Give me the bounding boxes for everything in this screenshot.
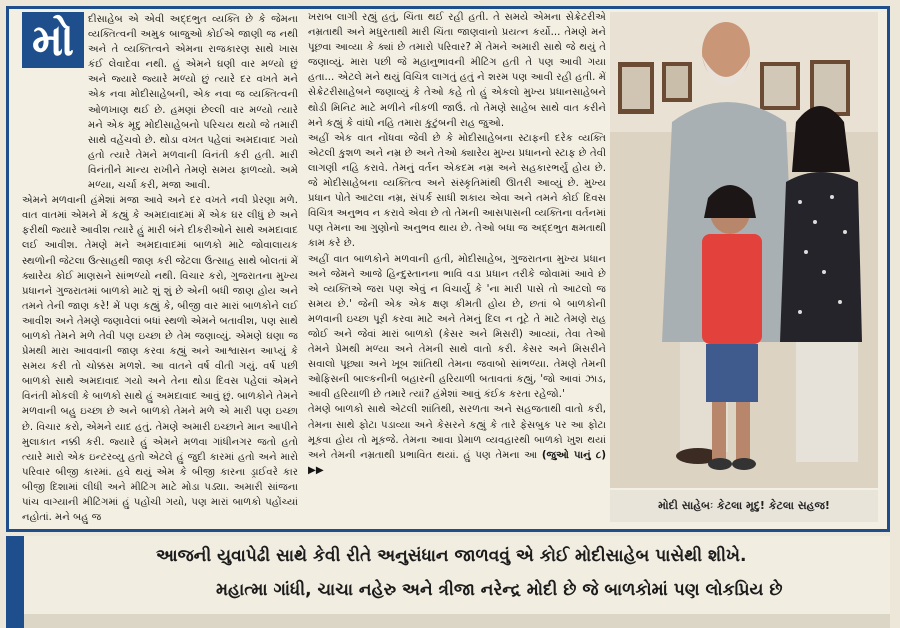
photo <box>610 12 878 488</box>
banner-shade <box>24 614 890 628</box>
paragraph: ખરાબ લાગી રહ્યું હતું, ચિંતા થઈ રહી હતી. તે સમયે એમના સેક્રેટરીએ નમ્રતાથી અને મધુરતાથી મારી ચિંતા જાણવાનો પ્રયત્ન કર્યો... તેમણે મને પૂછવા આવ્યા કે ક્યાં છે તમારો પરિવાર? મેં તેમને અમારી સાથે જે થયું તે જણાવ્યું. મારા પછી જે મહાનુભાવની મીટિંગ હતી તે પણ આવી ગયા હતા... એટલે મને થયું વિચિત્ર લાગતું હતું ને શરમ પણ આવી રહી હતી. મેં સેક્રેટરીસાહેબને જણાવ્યું કે તેઓ કહે તો હું એકલો મુખ્ય પ્રધાનસાહેબને થોડી મિનિટ માટે મળીને નીકળી જાઉં. તો તેમણે સાહેબ સાથે વાત કરીને મને કહ્યું કે વાંધો નહિ તમારા કુટુંબની રાહ જુઓ. <box>308 12 606 129</box>
drop-cap: મો <box>22 12 84 68</box>
paragraph: દીસાહેબ એ એવી અદ્દભુત વ્યક્તિ છે કે જેમના વ્યક્તિત્વની અમુક બાજુઓ કોઈએ જાણી જ નથી અને તે વ્યક્તિત્વને એમના રાજકારણ સાથે ખાસ કંઈ લેવાદેવા નથી. હું એમને ઘણી વાર મળ્યો છું અને જ્યારે જ્યારે મળ્યો છું ત્યારે દર વખતે મને એક નવા મોદીસાહેબની, એક નવા જ વ્યક્તિત્વની ઓળખાણ થઈ છે. હમણાં છેલ્લી વાર મળ્યો ત્યારે મને એક મૃદુ મોદીસાહેબનો પરિચય થયો જે તમારી સાથે વહેંચવો છે. થોડા વખત પહેલાં અમદાવાદ ગયો હતો ત્યારે તેમને મળવાની વિનંતી કરી હતી. મારી વિનંતીને માન્ય રાખીને તેમણે સમય ફાળવ્યો. અમે મળ્યા, ચર્ચા કરી, મજા આવી. <box>88 14 298 192</box>
bottom-banner <box>6 536 890 628</box>
photo-caption: મોદી સાહેબઃ કેટલા મૃદુ! કેટલા સહજ! <box>610 490 878 522</box>
banner-accent-bar <box>6 536 24 628</box>
photo-illustration <box>610 12 878 488</box>
paragraph: અહીં એક વાત નોંધવા જેવી છે કે મોદીસાહેબના સ્ટાફની દરેક વ્યક્તિ એટલી કુશળ અને નમ્ર છે અને તેઓ ક્યારેય મુખ્ય પ્રધાનનો સ્ટાફ છે તેવી લાગણી નહિ કરાવે. તેમનું વર્તન એકદમ નમ્ર અને સહકારભર્યું હોય છે. જે મોદીસાહેબના વ્યક્તિત્વ અને સંસ્કૃતિમાંથી ઊતરી આવ્યું છે. મુખ્ય પ્રધાન પોતે આટલા નમ્ર, સંપર્ક સાધી શકાય એવા અને તમને કોઈ દિવસ વિચિત્ર અનુભવ ન કરાવે એવા છે તો તેમની આસપાસની વ્યક્તિના વર્તનમાં પણ તેમના આ ગુણોનો અનુભવ થાય છે. તેઓ બધા જ અદ્દભુત ક્ષમતાથી કામ કરે છે. <box>308 132 606 250</box>
article-column-1 <box>22 12 298 525</box>
paragraph-text: તેમણે બાળકો સાથે એટલી શાંતિથી, સરળતા અને સહજતાથી વાતો કરી, તેમના સાથે ફોટા પડાવ્યા અને કેસરને કહ્યું કે તારે ફેસબુક પર આ ફોટા મૂકવા હોય તો મૂકજે. તેમના આવા પ્રેમાળ વ્યવહારથી બાળકો ખુશ થયાં અને તેમની નમ્રતાથી પ્રભાવિત થયાં. હું પણ તેમના આ <box>308 404 606 461</box>
banner-headline-1: આજની યુવાપેઢી સાથે કેવી રીતે અનુસંધાન જાળવવું એ કોઈ મોદીસાહેબ પાસેથી શીખે. <box>156 546 747 566</box>
continued-label: (જુઓ પાનું ૮) ▶▶ <box>308 449 606 476</box>
article-column-2 <box>308 10 606 478</box>
paragraph: અહીં વાત બાળકોને મળવાની હતી, મોદીસાહેબ, ગુજરાતના મુખ્ય પ્રધાન અને જેમને આજે હિન્દુસ્તાનના ભાવિ વડા પ્રધાન તરીકે જોવામાં આવે છે એ વ્યક્તિએ જરા પણ એવું ન વિચાર્યું કે 'ના મારી પાસે તો આટલો જ સમય છે.' જેની એક એક ક્ષણ કીમતી હોય છે, છતાં બે બાળકોની મળવાની ઇચ્છા પૂરી કરવા માટે અને તેમનું દિલ ન તૂટે તે માટે તેમણે રાહ જોઈ અને જેવાં મારાં બાળકો (કેસર અને મિસરી) આવ્યાં, તેવા તેઓ તેમને પ્રેમથી મળ્યા અને તેમની સાથે વાતો કરી. કેસર અને મિસરીને સવાલો પૂછ્યા અને ખૂબ શાંતિથી તેમના જવાબો સાંભળ્યા. તેમણે તેમની ઓફિસની બાલ્કનીની બહારની હરિયાળી બતાવતાં કહ્યું, 'જો આવાં ઝાડ, આવી હરિયાળી છે તમારે ત્યાં? હંમેશાં આવું કંઈક કરતા રહેજો.' <box>308 253 606 401</box>
paragraph: એમને મળવાની હંમેશાં મજા આવે અને દર વખતે નવી પ્રેરણા મળે. વાત વાતમાં એમને મેં કહ્યું કે અમદાવાદમાં મેં એક ઘર લીધું છે અને ફરીથી જ્યારે આવીશ ત્યારે હું મારી બંને દીકરીઓને સાથે અમદાવાદ લઈ આવીશ. તેમણે મને અમદાવાદમાં બાળકો માટે જોવાલાયક સ્થળોની જેટલા ઉત્સાહથી જાણ કરી જેટલા ઉત્સાહ સાથે બોલતાં મેં ક્યારેય કોઈ માણસને સાંભળ્યો નથી. વિચાર કરો, ગુજરાતના મુખ્ય પ્રધાનને ગુજરાતમાં બાળકો માટે શું શું છે એની બધી જાણ હોય અને તમને તેની જાણ કરે! મેં પણ કહ્યું કે, બીજી વાર મારાં બાળકોને લઈ આવીશ અને તેમણે જણાવેલાં બધાં સ્થળો એમને બતાવીશ, પણ સાથે બાળકો તેમને મળે તેવી પણ ઇચ્છા છે તેમ જણાવ્યું. એમણે ઘણા જ પ્રેમથી મારા આવવાની જાણ કરવા કહ્યું અને આશ્વાસન આપ્યું કે સમય કરી તો ચોક્કસ મળશે. આ વાતને વર્ષ વીતી ગયું. વર્ષ પછી બાળકો સાથે અમદાવાદ ગયો અને તેના થોડા દિવસ પહેલાં એમને વિનંતી મોકલી કે બાળકો સાથે હું અમદાવાદ આવું છું. બાળકોને તેમને મળવાની બહુ ઇચ્છા છે અને બાળકો તેમને મળે એ મારી પણ ઇચ્છા છે. વિચાર કરો, એમને યાદ હતું. તેમણે અમારી ઇચ્છાને માન આપીને મુલાકાત નક્કી કરી. જ્યારે હું એમને મળવા ગાંધીનગર જતો હતો ત્યારે મારો એક ઇન્ટરવ્યુ હતો એટલે હું જુદી કારમાં હતો અને મારો પરિવાર બીજી કારમાં. હવે થયું એમ કે બીજી કારના ડ્રાઈવરે કાર બીજી દિશામાં લીધી અને મીટિંગ માટે મોડા પડ્યા. અમારી સાંજના પાંચ વાગ્યાની મીટિંગમાં હું પહોંચી ગયો, પણ મારાં બાળકો પહોંચ્યાં નહોતાં. મને બહુ જ <box>22 195 298 524</box>
banner-headline-2: મહાત્મા ગાંધી, ચાચા નહેરુ અને ત્રીજા નરેન્દ્ર મોદી છે જે બાળકોમાં પણ લોકપ્રિય છે <box>216 580 783 600</box>
paragraph <box>308 402 606 477</box>
